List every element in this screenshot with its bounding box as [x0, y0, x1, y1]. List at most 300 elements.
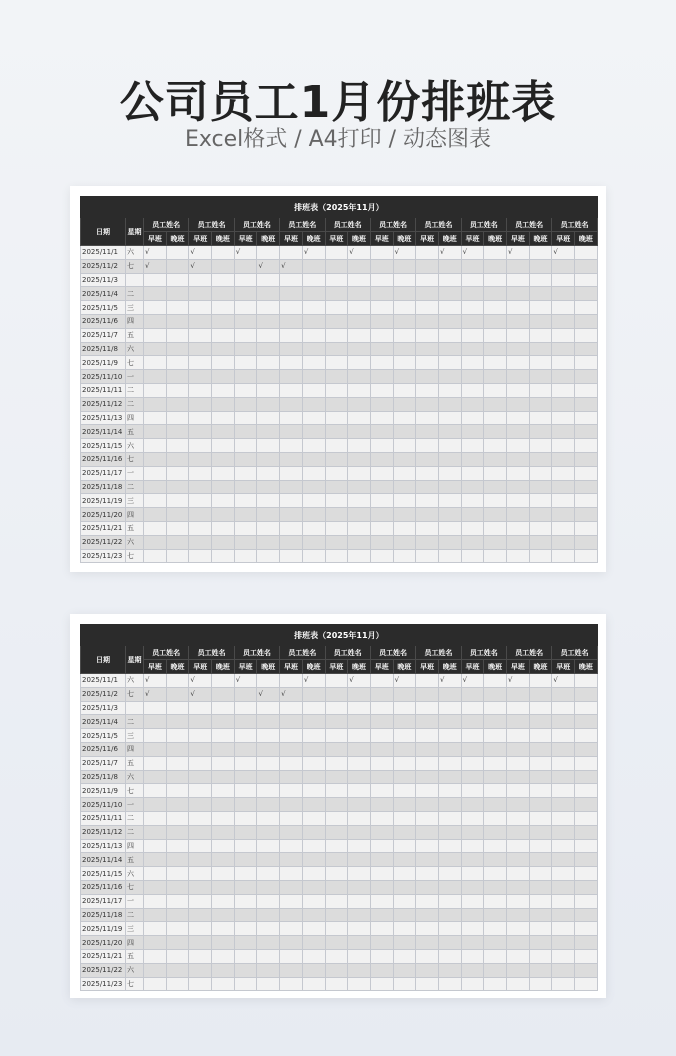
- shift-cell[interactable]: [529, 425, 552, 439]
- shift-cell[interactable]: [234, 439, 257, 453]
- shift-cell[interactable]: [302, 922, 325, 936]
- shift-cell[interactable]: [370, 328, 393, 342]
- shift-cell[interactable]: [393, 798, 416, 812]
- shift-cell[interactable]: [552, 784, 575, 798]
- shift-cell[interactable]: [212, 535, 235, 549]
- shift-cell[interactable]: [529, 687, 552, 701]
- shift-cell[interactable]: [302, 452, 325, 466]
- shift-cell[interactable]: [280, 370, 303, 384]
- shift-cell[interactable]: [325, 397, 348, 411]
- shift-cell[interactable]: [212, 466, 235, 480]
- shift-cell[interactable]: [370, 521, 393, 535]
- shift-cell[interactable]: [438, 439, 461, 453]
- shift-cell[interactable]: [370, 756, 393, 770]
- shift-cell[interactable]: [575, 411, 598, 425]
- shift-cell[interactable]: [552, 383, 575, 397]
- shift-cell[interactable]: [438, 328, 461, 342]
- shift-cell[interactable]: [302, 342, 325, 356]
- shift-cell[interactable]: [166, 908, 189, 922]
- shift-cell[interactable]: [325, 894, 348, 908]
- shift-cell[interactable]: [212, 452, 235, 466]
- shift-cell[interactable]: [280, 301, 303, 315]
- shift-cell[interactable]: [393, 494, 416, 508]
- shift-cell[interactable]: [234, 908, 257, 922]
- shift-cell[interactable]: [393, 535, 416, 549]
- shift-cell[interactable]: [257, 397, 280, 411]
- shift-cell[interactable]: [234, 770, 257, 784]
- shift-cell[interactable]: [461, 687, 484, 701]
- shift-cell[interactable]: [507, 397, 530, 411]
- shift-cell[interactable]: [507, 798, 530, 812]
- shift-cell[interactable]: [575, 425, 598, 439]
- shift-cell[interactable]: [348, 383, 371, 397]
- shift-cell[interactable]: [348, 342, 371, 356]
- shift-cell[interactable]: [280, 811, 303, 825]
- shift-cell[interactable]: [575, 853, 598, 867]
- shift-cell[interactable]: [144, 494, 167, 508]
- shift-cell[interactable]: [484, 825, 507, 839]
- shift-cell[interactable]: [189, 701, 212, 715]
- shift-cell[interactable]: [370, 246, 393, 260]
- shift-cell[interactable]: [212, 770, 235, 784]
- shift-cell[interactable]: [393, 729, 416, 743]
- shift-cell[interactable]: [212, 383, 235, 397]
- shift-cell[interactable]: [302, 508, 325, 522]
- shift-cell[interactable]: [166, 853, 189, 867]
- shift-cell[interactable]: [575, 936, 598, 950]
- shift-cell[interactable]: [234, 922, 257, 936]
- shift-cell[interactable]: [234, 480, 257, 494]
- shift-cell[interactable]: [484, 328, 507, 342]
- shift-cell[interactable]: [507, 922, 530, 936]
- shift-cell[interactable]: [438, 784, 461, 798]
- shift-cell[interactable]: [212, 963, 235, 977]
- shift-cell[interactable]: [302, 701, 325, 715]
- shift-cell[interactable]: [507, 867, 530, 881]
- shift-cell[interactable]: [552, 508, 575, 522]
- shift-cell[interactable]: [575, 466, 598, 480]
- shift-cell[interactable]: [438, 922, 461, 936]
- shift-cell[interactable]: [507, 521, 530, 535]
- shift-cell[interactable]: [575, 770, 598, 784]
- shift-cell[interactable]: [144, 397, 167, 411]
- shift-cell[interactable]: [575, 674, 598, 688]
- shift-cell[interactable]: [507, 328, 530, 342]
- shift-cell[interactable]: [552, 425, 575, 439]
- shift-cell[interactable]: √: [438, 674, 461, 688]
- shift-cell[interactable]: [257, 867, 280, 881]
- shift-cell[interactable]: [370, 425, 393, 439]
- shift-cell[interactable]: [370, 839, 393, 853]
- shift-cell[interactable]: [575, 825, 598, 839]
- shift-cell[interactable]: [302, 825, 325, 839]
- shift-cell[interactable]: [507, 963, 530, 977]
- shift-cell[interactable]: [552, 922, 575, 936]
- shift-cell[interactable]: [484, 301, 507, 315]
- shift-cell[interactable]: [234, 687, 257, 701]
- shift-cell[interactable]: [416, 825, 439, 839]
- shift-cell[interactable]: [166, 494, 189, 508]
- shift-cell[interactable]: [325, 439, 348, 453]
- shift-cell[interactable]: [416, 314, 439, 328]
- shift-cell[interactable]: [552, 301, 575, 315]
- shift-cell[interactable]: [212, 356, 235, 370]
- shift-cell[interactable]: [212, 246, 235, 260]
- shift-cell[interactable]: [370, 439, 393, 453]
- shift-cell[interactable]: [416, 867, 439, 881]
- shift-cell[interactable]: [144, 521, 167, 535]
- shift-cell[interactable]: [438, 314, 461, 328]
- shift-cell[interactable]: [325, 742, 348, 756]
- shift-cell[interactable]: [189, 342, 212, 356]
- shift-cell[interactable]: [257, 784, 280, 798]
- shift-cell[interactable]: [438, 549, 461, 563]
- shift-cell[interactable]: [461, 963, 484, 977]
- shift-cell[interactable]: [484, 521, 507, 535]
- shift-cell[interactable]: [507, 701, 530, 715]
- shift-cell[interactable]: √: [144, 246, 167, 260]
- shift-cell[interactable]: [257, 949, 280, 963]
- shift-cell[interactable]: [370, 397, 393, 411]
- shift-cell[interactable]: [529, 411, 552, 425]
- shift-cell[interactable]: [484, 383, 507, 397]
- shift-cell[interactable]: [484, 425, 507, 439]
- shift-cell[interactable]: [166, 949, 189, 963]
- shift-cell[interactable]: [484, 839, 507, 853]
- shift-cell[interactable]: [529, 383, 552, 397]
- shift-cell[interactable]: √: [302, 674, 325, 688]
- shift-cell[interactable]: [507, 287, 530, 301]
- shift-cell[interactable]: [325, 314, 348, 328]
- shift-cell[interactable]: [348, 314, 371, 328]
- shift-cell[interactable]: [348, 701, 371, 715]
- shift-cell[interactable]: [189, 521, 212, 535]
- shift-cell[interactable]: [302, 729, 325, 743]
- shift-cell[interactable]: [507, 508, 530, 522]
- shift-cell[interactable]: [144, 936, 167, 950]
- shift-cell[interactable]: [438, 701, 461, 715]
- shift-cell[interactable]: [461, 314, 484, 328]
- shift-cell[interactable]: [438, 894, 461, 908]
- shift-cell[interactable]: [166, 439, 189, 453]
- shift-cell[interactable]: [416, 908, 439, 922]
- shift-cell[interactable]: [234, 867, 257, 881]
- shift-cell[interactable]: [416, 259, 439, 273]
- shift-cell[interactable]: [438, 259, 461, 273]
- shift-cell[interactable]: √: [189, 687, 212, 701]
- shift-cell[interactable]: [257, 494, 280, 508]
- shift-cell[interactable]: [484, 342, 507, 356]
- shift-cell[interactable]: [325, 425, 348, 439]
- shift-cell[interactable]: [552, 370, 575, 384]
- shift-cell[interactable]: [484, 867, 507, 881]
- shift-cell[interactable]: [348, 729, 371, 743]
- shift-cell[interactable]: [189, 894, 212, 908]
- shift-cell[interactable]: [507, 259, 530, 273]
- shift-cell[interactable]: [507, 715, 530, 729]
- shift-cell[interactable]: [144, 480, 167, 494]
- shift-cell[interactable]: [212, 742, 235, 756]
- shift-cell[interactable]: [212, 880, 235, 894]
- shift-cell[interactable]: [552, 494, 575, 508]
- shift-cell[interactable]: [280, 452, 303, 466]
- shift-cell[interactable]: [302, 425, 325, 439]
- shift-cell[interactable]: [552, 397, 575, 411]
- shift-cell[interactable]: [507, 273, 530, 287]
- shift-cell[interactable]: [438, 715, 461, 729]
- shift-cell[interactable]: [529, 715, 552, 729]
- shift-cell[interactable]: [461, 259, 484, 273]
- shift-cell[interactable]: [144, 701, 167, 715]
- shift-cell[interactable]: √: [393, 246, 416, 260]
- shift-cell[interactable]: [189, 811, 212, 825]
- shift-cell[interactable]: [234, 549, 257, 563]
- shift-cell[interactable]: [234, 825, 257, 839]
- shift-cell[interactable]: [552, 977, 575, 991]
- shift-cell[interactable]: [257, 853, 280, 867]
- shift-cell[interactable]: [552, 549, 575, 563]
- shift-cell[interactable]: [302, 494, 325, 508]
- shift-cell[interactable]: √: [234, 674, 257, 688]
- shift-cell[interactable]: [325, 674, 348, 688]
- shift-cell[interactable]: [575, 439, 598, 453]
- shift-cell[interactable]: [280, 328, 303, 342]
- shift-cell[interactable]: [189, 287, 212, 301]
- shift-cell[interactable]: [280, 549, 303, 563]
- shift-cell[interactable]: [438, 949, 461, 963]
- shift-cell[interactable]: [461, 452, 484, 466]
- shift-cell[interactable]: [484, 370, 507, 384]
- shift-cell[interactable]: [257, 508, 280, 522]
- shift-cell[interactable]: [461, 853, 484, 867]
- shift-cell[interactable]: [461, 715, 484, 729]
- shift-cell[interactable]: [144, 508, 167, 522]
- shift-cell[interactable]: [189, 825, 212, 839]
- shift-cell[interactable]: [507, 356, 530, 370]
- shift-cell[interactable]: [325, 246, 348, 260]
- shift-cell[interactable]: [461, 949, 484, 963]
- shift-cell[interactable]: [189, 880, 212, 894]
- shift-cell[interactable]: [484, 549, 507, 563]
- shift-cell[interactable]: [302, 963, 325, 977]
- shift-cell[interactable]: [484, 356, 507, 370]
- shift-cell[interactable]: [325, 963, 348, 977]
- shift-cell[interactable]: [529, 287, 552, 301]
- shift-cell[interactable]: [370, 784, 393, 798]
- shift-cell[interactable]: [529, 273, 552, 287]
- shift-cell[interactable]: [575, 867, 598, 881]
- shift-cell[interactable]: √: [348, 246, 371, 260]
- shift-cell[interactable]: [280, 867, 303, 881]
- shift-cell[interactable]: [438, 825, 461, 839]
- shift-cell[interactable]: [189, 466, 212, 480]
- shift-cell[interactable]: [393, 328, 416, 342]
- shift-cell[interactable]: [438, 963, 461, 977]
- shift-cell[interactable]: [166, 756, 189, 770]
- shift-cell[interactable]: [438, 908, 461, 922]
- shift-cell[interactable]: [484, 687, 507, 701]
- shift-cell[interactable]: [575, 908, 598, 922]
- shift-cell[interactable]: [507, 770, 530, 784]
- shift-cell[interactable]: [393, 521, 416, 535]
- shift-cell[interactable]: [529, 535, 552, 549]
- shift-cell[interactable]: [234, 798, 257, 812]
- shift-cell[interactable]: [529, 674, 552, 688]
- shift-cell[interactable]: [393, 908, 416, 922]
- shift-cell[interactable]: [370, 301, 393, 315]
- shift-cell[interactable]: [529, 370, 552, 384]
- shift-cell[interactable]: [257, 811, 280, 825]
- shift-cell[interactable]: [393, 508, 416, 522]
- shift-cell[interactable]: [302, 480, 325, 494]
- shift-cell[interactable]: [438, 839, 461, 853]
- shift-cell[interactable]: [416, 784, 439, 798]
- shift-cell[interactable]: [552, 480, 575, 494]
- shift-cell[interactable]: [529, 977, 552, 991]
- shift-cell[interactable]: [348, 687, 371, 701]
- shift-cell[interactable]: [416, 397, 439, 411]
- shift-cell[interactable]: [166, 314, 189, 328]
- shift-cell[interactable]: [370, 715, 393, 729]
- shift-cell[interactable]: [370, 880, 393, 894]
- shift-cell[interactable]: [280, 977, 303, 991]
- shift-cell[interactable]: [416, 715, 439, 729]
- shift-cell[interactable]: [234, 494, 257, 508]
- shift-cell[interactable]: √: [189, 259, 212, 273]
- shift-cell[interactable]: [575, 715, 598, 729]
- shift-cell[interactable]: [166, 535, 189, 549]
- shift-cell[interactable]: [234, 894, 257, 908]
- shift-cell[interactable]: [552, 535, 575, 549]
- shift-cell[interactable]: [189, 742, 212, 756]
- shift-cell[interactable]: [189, 494, 212, 508]
- shift-cell[interactable]: [370, 908, 393, 922]
- shift-cell[interactable]: √: [189, 246, 212, 260]
- shift-cell[interactable]: [438, 729, 461, 743]
- shift-cell[interactable]: [393, 839, 416, 853]
- shift-cell[interactable]: [529, 867, 552, 881]
- shift-cell[interactable]: [144, 466, 167, 480]
- shift-cell[interactable]: [552, 411, 575, 425]
- shift-cell[interactable]: [575, 811, 598, 825]
- shift-cell[interactable]: [144, 549, 167, 563]
- shift-cell[interactable]: [393, 756, 416, 770]
- shift-cell[interactable]: [370, 370, 393, 384]
- shift-cell[interactable]: [144, 798, 167, 812]
- shift-cell[interactable]: [166, 715, 189, 729]
- shift-cell[interactable]: [325, 328, 348, 342]
- shift-cell[interactable]: [325, 370, 348, 384]
- shift-cell[interactable]: [461, 301, 484, 315]
- shift-cell[interactable]: [212, 342, 235, 356]
- shift-cell[interactable]: [416, 383, 439, 397]
- shift-cell[interactable]: [529, 701, 552, 715]
- shift-cell[interactable]: [144, 880, 167, 894]
- shift-cell[interactable]: [484, 963, 507, 977]
- shift-cell[interactable]: [234, 535, 257, 549]
- shift-cell[interactable]: [302, 880, 325, 894]
- shift-cell[interactable]: [529, 922, 552, 936]
- shift-cell[interactable]: [461, 867, 484, 881]
- shift-cell[interactable]: [529, 259, 552, 273]
- shift-cell[interactable]: [461, 784, 484, 798]
- shift-cell[interactable]: [348, 273, 371, 287]
- shift-cell[interactable]: [325, 259, 348, 273]
- shift-cell[interactable]: [280, 922, 303, 936]
- shift-cell[interactable]: [416, 811, 439, 825]
- shift-cell[interactable]: [144, 273, 167, 287]
- shift-cell[interactable]: [552, 273, 575, 287]
- shift-cell[interactable]: [507, 756, 530, 770]
- shift-cell[interactable]: [234, 452, 257, 466]
- shift-cell[interactable]: [575, 963, 598, 977]
- shift-cell[interactable]: [484, 908, 507, 922]
- shift-cell[interactable]: [348, 356, 371, 370]
- shift-cell[interactable]: [393, 452, 416, 466]
- shift-cell[interactable]: [189, 273, 212, 287]
- shift-cell[interactable]: [234, 853, 257, 867]
- shift-cell[interactable]: [189, 452, 212, 466]
- shift-cell[interactable]: [393, 825, 416, 839]
- shift-cell[interactable]: [212, 853, 235, 867]
- shift-cell[interactable]: [348, 949, 371, 963]
- shift-cell[interactable]: [166, 301, 189, 315]
- shift-cell[interactable]: [144, 742, 167, 756]
- shift-cell[interactable]: [484, 273, 507, 287]
- shift-cell[interactable]: [257, 383, 280, 397]
- shift-cell[interactable]: [416, 301, 439, 315]
- shift-cell[interactable]: [257, 825, 280, 839]
- shift-cell[interactable]: [189, 908, 212, 922]
- shift-cell[interactable]: [370, 674, 393, 688]
- shift-cell[interactable]: [212, 301, 235, 315]
- shift-cell[interactable]: [370, 894, 393, 908]
- shift-cell[interactable]: [257, 425, 280, 439]
- shift-cell[interactable]: [370, 867, 393, 881]
- shift-cell[interactable]: [325, 770, 348, 784]
- shift-cell[interactable]: [325, 880, 348, 894]
- shift-cell[interactable]: [370, 508, 393, 522]
- shift-cell[interactable]: [461, 397, 484, 411]
- shift-cell[interactable]: [575, 259, 598, 273]
- shift-cell[interactable]: [234, 425, 257, 439]
- shift-cell[interactable]: [325, 383, 348, 397]
- shift-cell[interactable]: [144, 356, 167, 370]
- shift-cell[interactable]: [325, 687, 348, 701]
- shift-cell[interactable]: [234, 287, 257, 301]
- shift-cell[interactable]: [393, 342, 416, 356]
- shift-cell[interactable]: [529, 494, 552, 508]
- shift-cell[interactable]: [484, 798, 507, 812]
- shift-cell[interactable]: [393, 314, 416, 328]
- shift-cell[interactable]: [575, 370, 598, 384]
- shift-cell[interactable]: [325, 273, 348, 287]
- shift-cell[interactable]: [552, 466, 575, 480]
- shift-cell[interactable]: [393, 936, 416, 950]
- shift-cell[interactable]: [348, 287, 371, 301]
- shift-cell[interactable]: [393, 687, 416, 701]
- shift-cell[interactable]: [212, 908, 235, 922]
- shift-cell[interactable]: [189, 397, 212, 411]
- shift-cell[interactable]: [257, 246, 280, 260]
- shift-cell[interactable]: [393, 466, 416, 480]
- shift-cell[interactable]: [166, 963, 189, 977]
- shift-cell[interactable]: [302, 977, 325, 991]
- shift-cell[interactable]: [189, 770, 212, 784]
- shift-cell[interactable]: [348, 894, 371, 908]
- shift-cell[interactable]: [575, 729, 598, 743]
- shift-cell[interactable]: [393, 301, 416, 315]
